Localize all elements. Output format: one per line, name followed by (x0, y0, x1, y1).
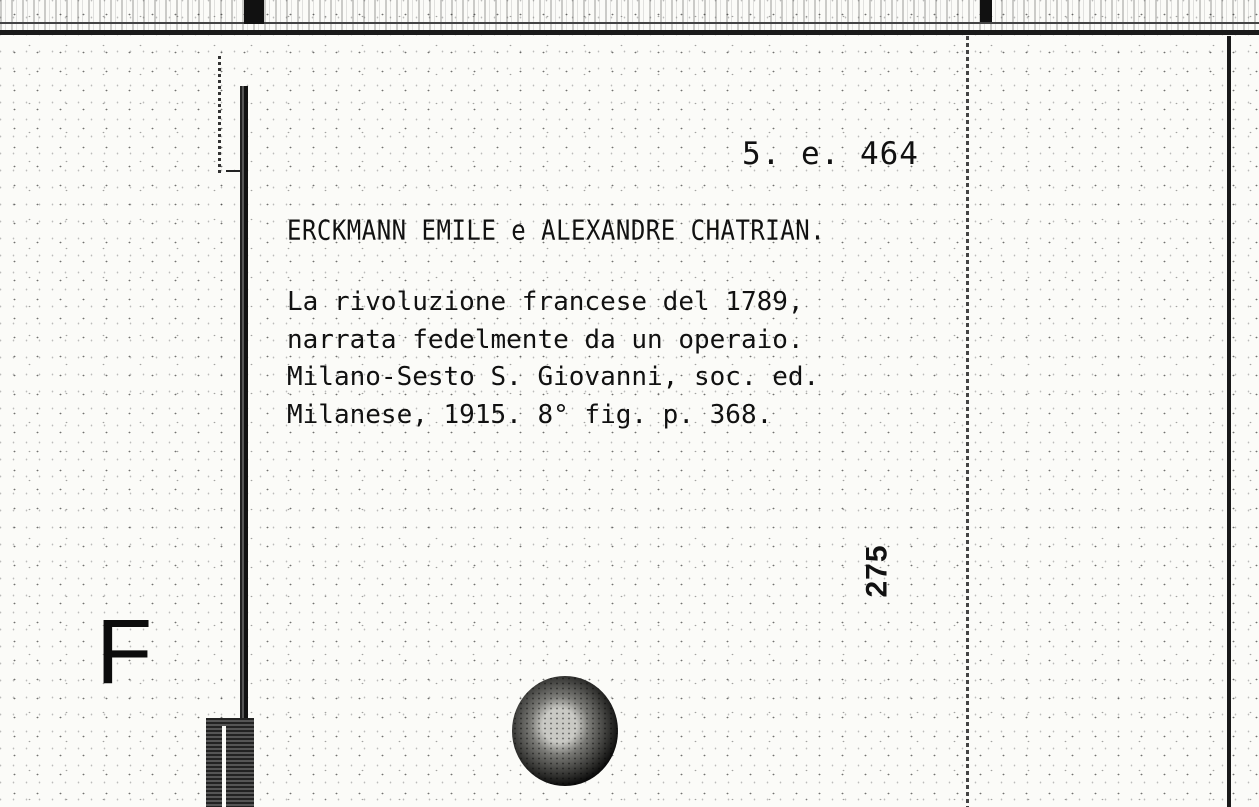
card-number-stamp (848, 541, 908, 601)
top-right-mark (980, 0, 992, 22)
top-rule (0, 30, 1259, 35)
bottom-left-clip (206, 718, 254, 807)
description-line: La rivoluzione francese del 1789, (287, 287, 804, 317)
card-left-edge (240, 86, 248, 807)
card-right-edge (966, 36, 969, 807)
author-heading: ERCKMANN EMILE e ALEXANDRE CHATRIAN. (287, 214, 826, 247)
left-binding-mark (218, 56, 221, 174)
shelfmark: 5. e. 464 (742, 136, 919, 172)
bibliographic-description (287, 284, 819, 434)
punch-hole-icon (512, 676, 618, 786)
top-thin-rule (0, 22, 1259, 24)
description-line: Milanese, 1915. 8° fig. p. 368. (287, 399, 773, 430)
description-line: narrata fedelmente da un operaio. (287, 324, 804, 355)
card-number: 275 (861, 544, 894, 598)
top-left-mark (244, 0, 264, 24)
drawer-letter: F (96, 601, 153, 703)
page-right-edge (1227, 36, 1231, 807)
top-torn-strip (0, 0, 1259, 32)
description-line: Milano-Sesto S. Giovanni, soc. ed. (287, 362, 820, 392)
